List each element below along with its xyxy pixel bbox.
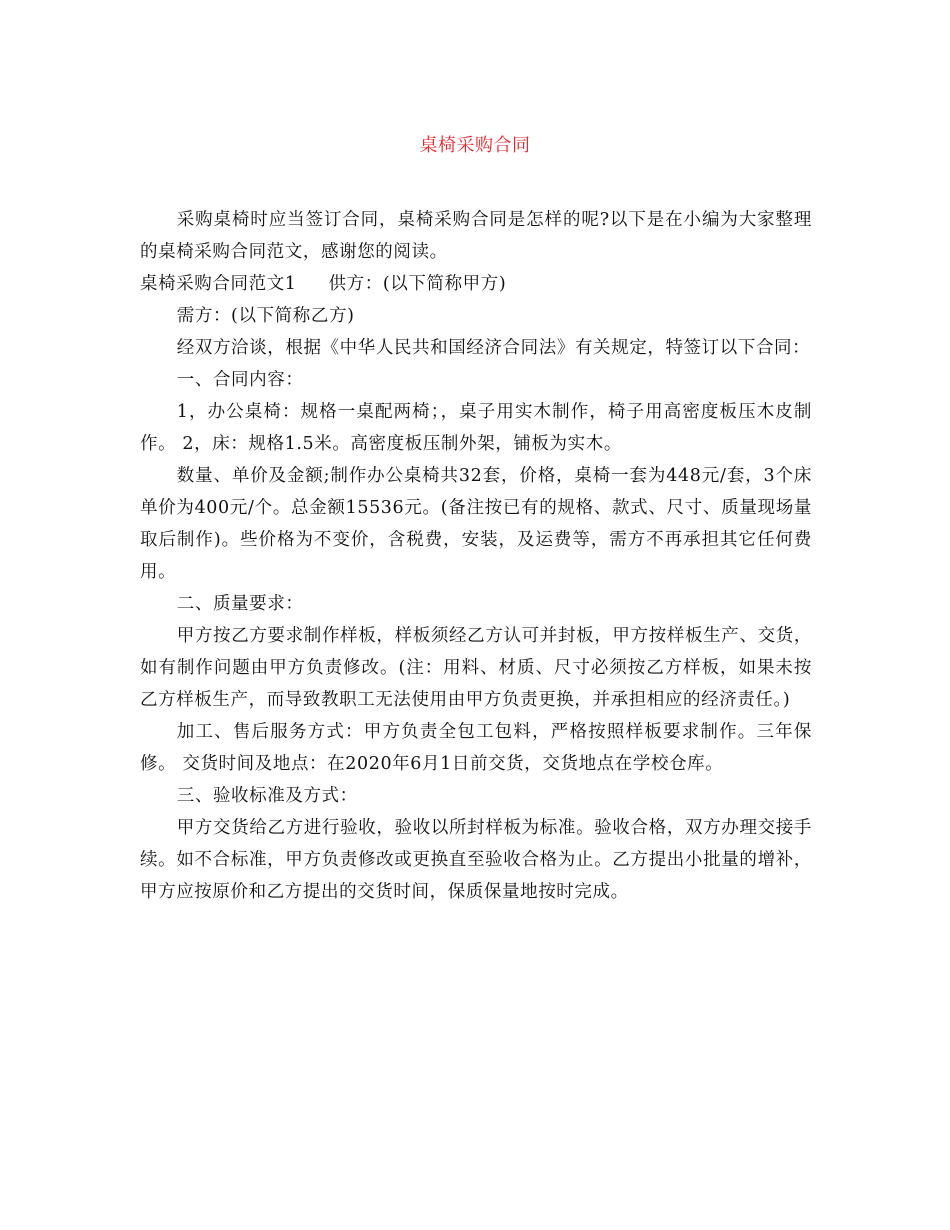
intro-paragraph: 采购桌椅时应当签订合同，桌椅采购合同是怎样的呢?以下是在小编为大家整理的桌椅采购合同范文，感谢您的阅读。 [140, 210, 812, 262]
section-heading: 二、质量要求： [176, 594, 304, 614]
preamble-paragraph: 经双方洽谈，根据《中华人民共和国经济合同法》有关规定，特签订以下合同： [176, 338, 811, 358]
section-heading: 三、验收标准及方式： [176, 786, 358, 806]
section2-paragraph: 甲方按乙方要求制作样板，样板须经乙方认可并封板，甲方按样板生产、交货，如有制作问题由甲方负责修改。(注：用料、材质、尺寸必须按乙方样板，如果未按乙方样板生产，而导致教职工无法使用由甲方负责更换，并承担相应的经济责任。) [140, 626, 812, 710]
document-title: 桌椅采购合同 [419, 135, 531, 156]
service-paragraph: 加工、售后服务方式：甲方负责全包工包料，严格按照样板要求制作。三年保修。 交货时间及地点：在2020年6月1日前交货，交货地点在学校仓库。 [140, 722, 812, 774]
section1-item-paragraph: 1，办公桌椅：规格一桌配两椅；，桌子用实木制作，椅子用高密度板压木皮制作。 2，床：规格1.5米。高密度板压制外架，铺板为实木。 [140, 402, 812, 454]
sample-heading: 桌椅采购合同范文1 [140, 274, 297, 294]
section3-paragraph: 甲方交货给乙方进行验收，验收以所封样板为标准。验收合格，双方办理交接手续。如不合标准，甲方负责修改或更换直至验收合格为止。乙方提出小批量的增补，甲方应按原价和乙方提出的交货时间，保质保量地按时完成。 [140, 818, 812, 902]
section-heading: 一、合同内容： [176, 370, 304, 390]
sample-line [140, 268, 812, 300]
supplier-line: 供方：(以下简称甲方) [328, 274, 507, 294]
section1-price-paragraph: 数量、单价及金额;制作办公桌椅共32套，价格，桌椅一套为448元/套，3个床单价为400元/个。总金额15536元。(备注按已有的规格、款式、尺寸、质量现场量取后制作)。些价格为不变价，含税费，安装，及运费等，需方不再承担其它任何费用。 [140, 466, 812, 582]
document-body [140, 204, 812, 908]
buyer-line: 需方：(以下简称乙方) [176, 306, 355, 326]
